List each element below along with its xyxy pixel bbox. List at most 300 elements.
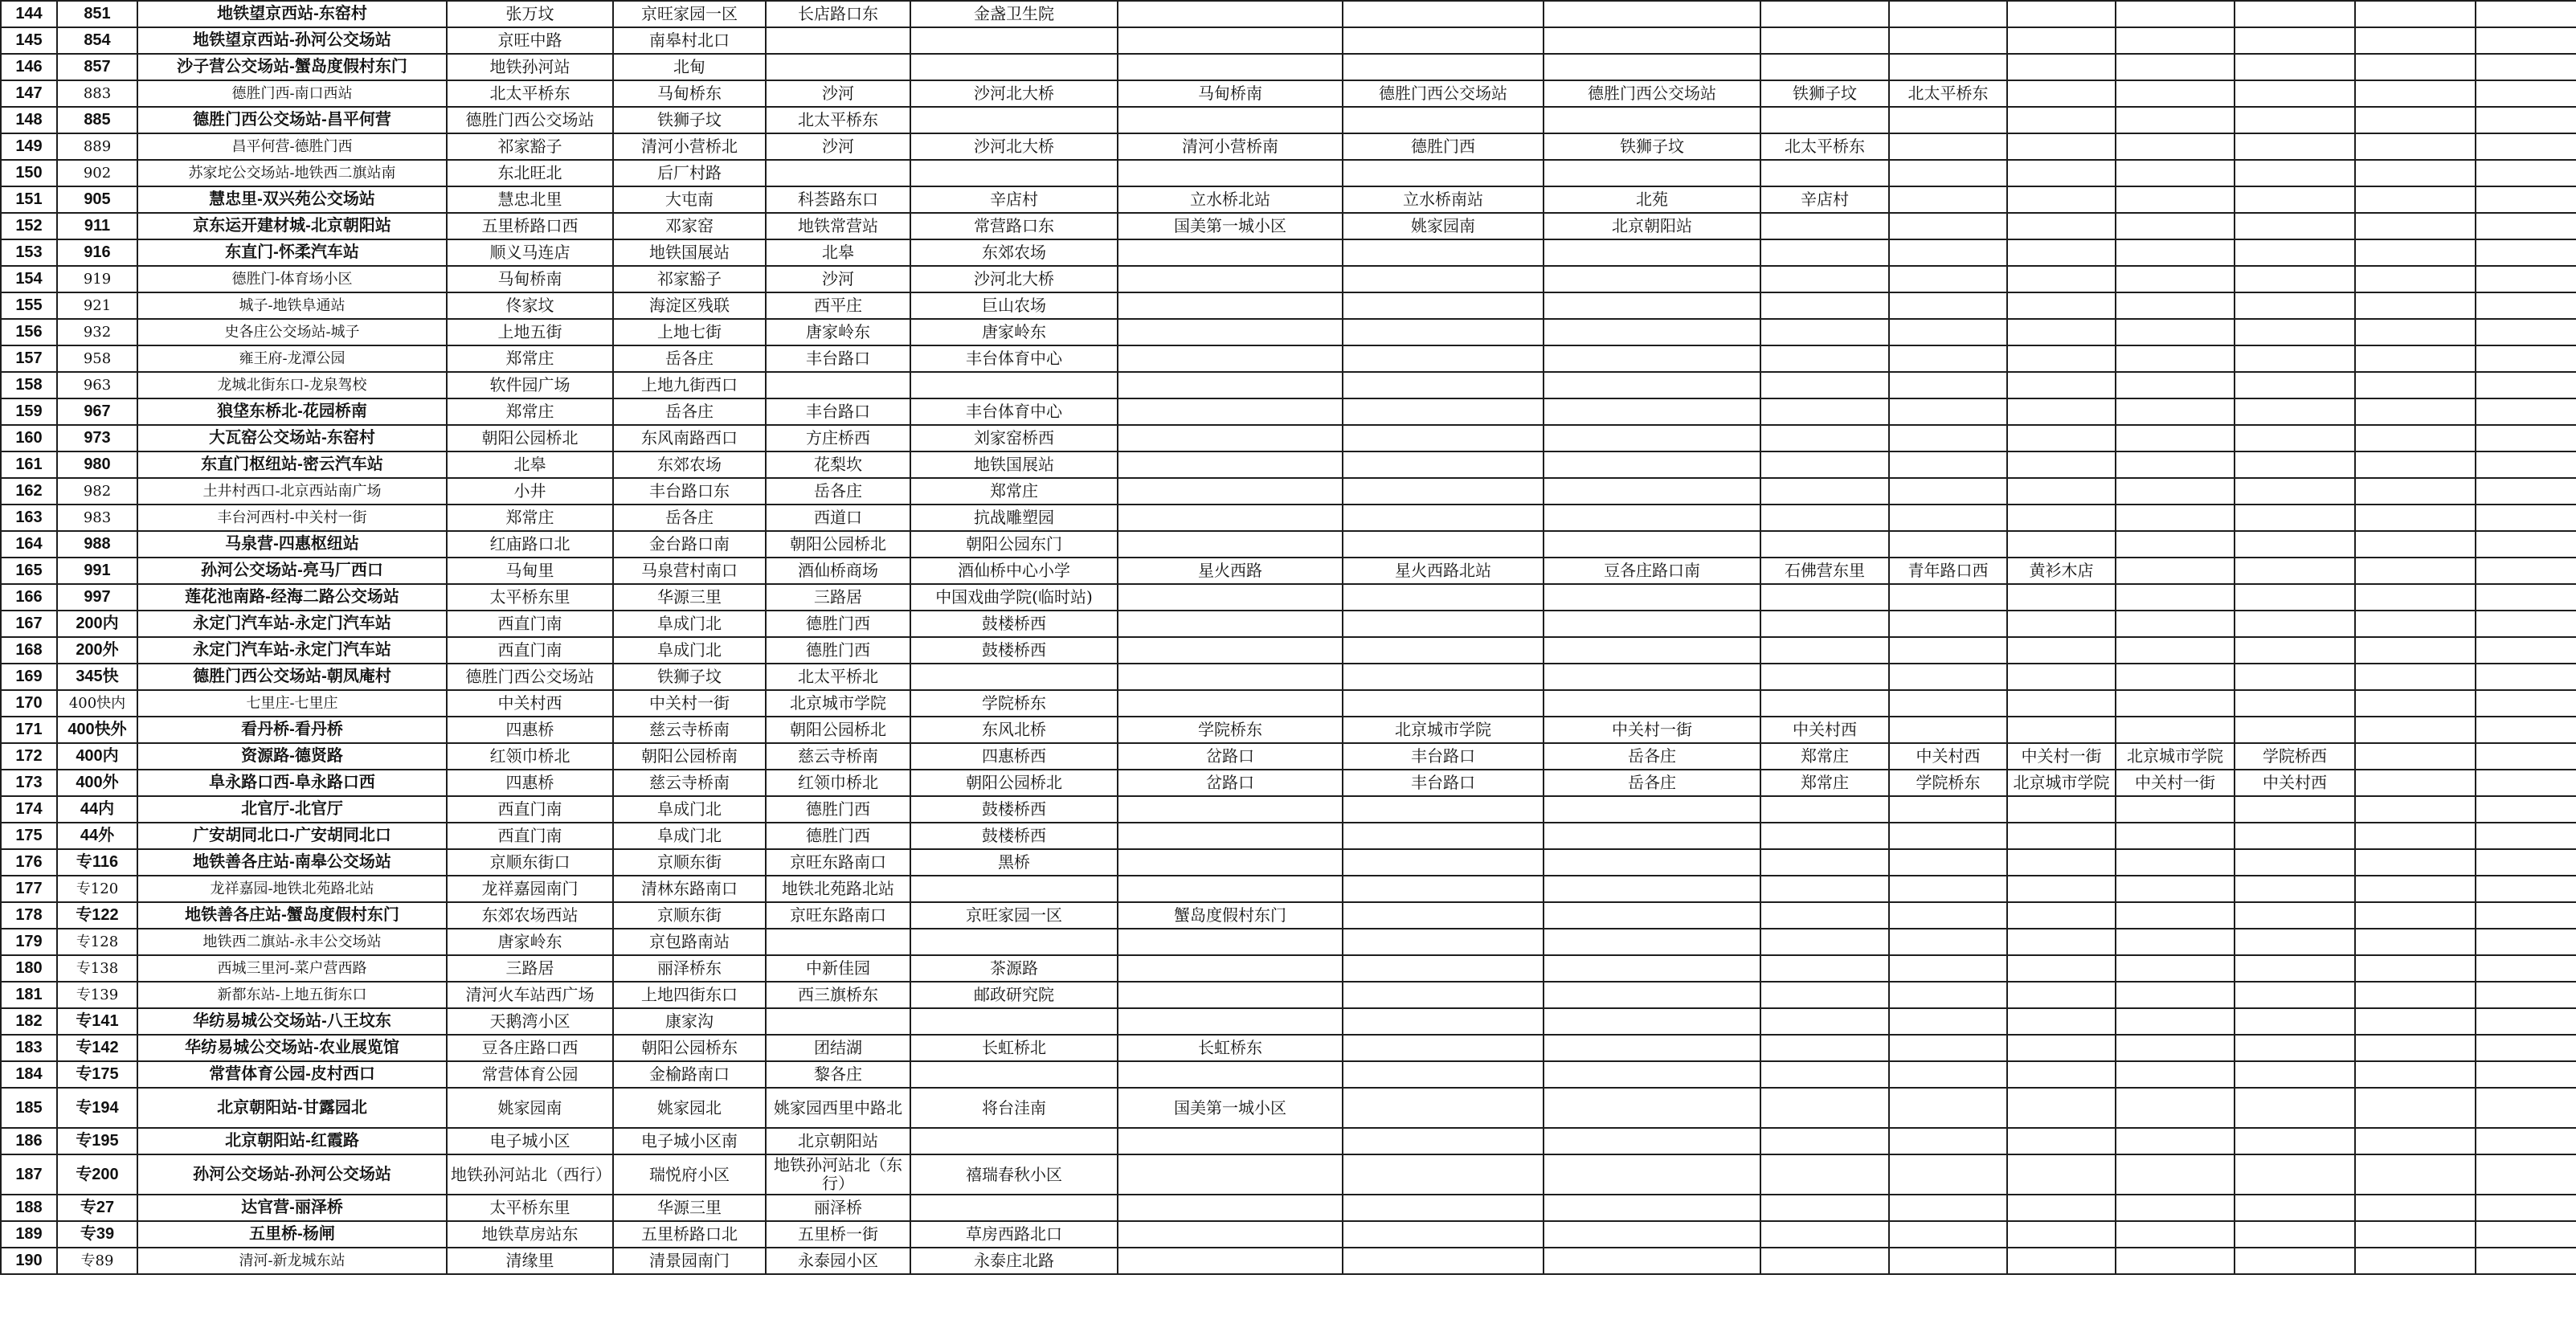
stop-cell: 酒仙桥中心小学: [910, 558, 1118, 584]
stop-cell: 顺义马连店: [447, 239, 613, 266]
stop-cell: [2116, 160, 2235, 186]
table-row: [1, 107, 2576, 133]
stop-cell: [2355, 717, 2476, 743]
stop-cell: [2476, 213, 2576, 239]
stop-cell: [1343, 345, 1544, 372]
stop-cell: [1343, 425, 1544, 451]
row-number-cell: 177: [1, 876, 57, 902]
route-name-cell: 雍王府-龙潭公园: [137, 345, 447, 372]
route-name-cell: 孙河公交场站-亮马厂西口: [137, 558, 447, 584]
stop-cell: [2476, 292, 2576, 319]
stop-cell: [1889, 292, 2007, 319]
stop-cell: [1760, 1195, 1889, 1221]
stop-cell: [1760, 107, 1889, 133]
stop-cell: [2007, 186, 2116, 213]
stop-cell: 东北旺北: [447, 160, 613, 186]
stop-cell: [1343, 1061, 1544, 1088]
stop-cell: 德胜门西: [766, 611, 910, 637]
stop-cell: [2476, 637, 2576, 664]
table-row: [1, 902, 2576, 929]
stop-cell: 德胜门西公交场站: [1544, 80, 1760, 107]
stop-cell: 西道口: [766, 505, 910, 531]
stop-cell: 鼓楼桥西: [910, 823, 1118, 849]
row-number-cell: 161: [1, 451, 57, 478]
stop-cell: [2235, 345, 2355, 372]
route-number-cell: 400内: [57, 743, 137, 770]
stop-cell: [766, 54, 910, 80]
stop-cell: 朝阳公园桥北: [766, 531, 910, 558]
stop-cell: [2235, 690, 2355, 717]
stop-cell: [1760, 425, 1889, 451]
stop-cell: [2476, 1128, 2576, 1154]
stop-cell: 地铁常营站: [766, 213, 910, 239]
stop-cell: [2235, 398, 2355, 425]
route-name-cell: 德胜门西公交场站-昌平何营: [137, 107, 447, 133]
route-name-cell: 东直门枢纽站-密云汽车站: [137, 451, 447, 478]
stop-cell: [2116, 372, 2235, 398]
stop-cell: 朝阳公园桥北: [766, 717, 910, 743]
stop-cell: [2235, 1248, 2355, 1274]
stop-cell: [1544, 451, 1760, 478]
route-name-cell: 北官厅-北官厅: [137, 796, 447, 823]
stop-cell: [1118, 319, 1343, 345]
stop-cell: [1889, 531, 2007, 558]
stop-cell: [1889, 955, 2007, 982]
stop-cell: 邮政研究院: [910, 982, 1118, 1008]
route-name-cell: 达官营-丽泽桥: [137, 1195, 447, 1221]
stop-cell: 京顺东街: [613, 849, 766, 876]
route-name-cell: 大瓦窑公交场站-东窑村: [137, 425, 447, 451]
route-number-cell: 885: [57, 107, 137, 133]
stop-cell: [1118, 929, 1343, 955]
stop-cell: [2116, 451, 2235, 478]
stop-cell: 北京朝阳站: [1544, 213, 1760, 239]
stop-cell: [2007, 1088, 2116, 1128]
stop-cell: 东郊农场: [613, 451, 766, 478]
stop-cell: [2007, 27, 2116, 54]
table-row: [1, 239, 2576, 266]
stop-cell: [910, 160, 1118, 186]
stop-cell: [2476, 717, 2576, 743]
stop-cell: 朝阳公园桥北: [447, 425, 613, 451]
stop-cell: 西平庄: [766, 292, 910, 319]
route-name-cell: 永定门汽车站-永定门汽车站: [137, 637, 447, 664]
stop-cell: [2116, 54, 2235, 80]
stop-cell: [2007, 133, 2116, 160]
stop-cell: [2116, 425, 2235, 451]
stop-cell: [1343, 982, 1544, 1008]
route-number-cell: 911: [57, 213, 137, 239]
stop-cell: [2355, 849, 2476, 876]
stop-cell: 岔路口: [1118, 770, 1343, 796]
stop-cell: 青年路口西: [1889, 558, 2007, 584]
stop-cell: [1889, 133, 2007, 160]
stop-cell: 北太平桥北: [766, 664, 910, 690]
stop-cell: [2007, 611, 2116, 637]
route-name-cell: 德胜门-体育场小区: [137, 266, 447, 292]
route-number-cell: 851: [57, 1, 137, 27]
stop-cell: [1544, 345, 1760, 372]
stop-cell: 沙河北大桥: [910, 266, 1118, 292]
stop-cell: 德胜门西公交场站: [447, 107, 613, 133]
stop-cell: [1889, 505, 2007, 531]
stop-cell: 永泰庄北路: [910, 1248, 1118, 1274]
stop-cell: [1760, 1221, 1889, 1248]
stop-cell: [1343, 1035, 1544, 1061]
stop-cell: 四惠桥: [447, 770, 613, 796]
stop-cell: [1118, 796, 1343, 823]
stop-cell: [2235, 133, 2355, 160]
stop-cell: 天鹅湾小区: [447, 1008, 613, 1035]
row-number-cell: 166: [1, 584, 57, 611]
stop-cell: 国美第一城小区: [1118, 1088, 1343, 1128]
stop-cell: [1343, 664, 1544, 690]
stop-cell: [2235, 1061, 2355, 1088]
stop-cell: [1889, 664, 2007, 690]
route-name-cell: 北京朝阳站-甘露园北: [137, 1088, 447, 1128]
stop-cell: 沙河: [766, 266, 910, 292]
row-number-cell: 159: [1, 398, 57, 425]
stop-cell: [1889, 54, 2007, 80]
table-row: [1, 770, 2576, 796]
row-number-cell: 173: [1, 770, 57, 796]
stop-cell: [766, 929, 910, 955]
stop-cell: 马甸里: [447, 558, 613, 584]
route-number-cell: 905: [57, 186, 137, 213]
stop-cell: 德胜门西公交场站: [1343, 80, 1544, 107]
stop-cell: [2355, 1088, 2476, 1128]
stop-cell: 海淀区残联: [613, 292, 766, 319]
stop-cell: 唐家岭东: [910, 319, 1118, 345]
stop-cell: [2235, 505, 2355, 531]
stop-cell: [1343, 107, 1544, 133]
row-number-cell: 170: [1, 690, 57, 717]
stop-cell: 沙河: [766, 133, 910, 160]
stop-cell: 岳各庄: [1544, 743, 1760, 770]
stop-cell: 慈云寺桥南: [613, 770, 766, 796]
table-row: [1, 531, 2576, 558]
route-number-cell: 973: [57, 425, 137, 451]
stop-cell: [1889, 107, 2007, 133]
table-row: [1, 425, 2576, 451]
stop-cell: [2116, 531, 2235, 558]
stop-cell: [1760, 584, 1889, 611]
stop-cell: [2116, 186, 2235, 213]
stop-cell: 酒仙桥商场: [766, 558, 910, 584]
stop-cell: [910, 27, 1118, 54]
stop-cell: [2476, 955, 2576, 982]
stop-cell: 郑常庄: [447, 345, 613, 372]
stop-cell: [1118, 425, 1343, 451]
row-number-cell: 150: [1, 160, 57, 186]
table-row: [1, 292, 2576, 319]
stop-cell: 地铁国展站: [613, 239, 766, 266]
stop-cell: 三路居: [766, 584, 910, 611]
route-number-cell: 902: [57, 160, 137, 186]
stop-cell: [2235, 902, 2355, 929]
stop-cell: 京顺东街口: [447, 849, 613, 876]
stop-cell: 北太平桥东: [1889, 80, 2007, 107]
stop-cell: [1118, 690, 1343, 717]
stop-cell: [1889, 1035, 2007, 1061]
stop-cell: [2355, 743, 2476, 770]
stop-cell: 唐家岭东: [447, 929, 613, 955]
stop-cell: 立水桥南站: [1343, 186, 1544, 213]
stop-cell: 祁家豁子: [447, 133, 613, 160]
stop-cell: [1544, 584, 1760, 611]
stop-cell: [1760, 1128, 1889, 1154]
stop-cell: 京旺东路南口: [766, 902, 910, 929]
stop-cell: 五里桥一街: [766, 1221, 910, 1248]
stop-cell: [1544, 955, 1760, 982]
table-row: [1, 1195, 2576, 1221]
stop-cell: [2476, 876, 2576, 902]
stop-cell: [2235, 319, 2355, 345]
stop-cell: 地铁孙河站北（西行）: [447, 1154, 613, 1195]
stop-cell: [2476, 558, 2576, 584]
stop-cell: 郑常庄: [1760, 743, 1889, 770]
stop-cell: 黎各庄: [766, 1061, 910, 1088]
stop-cell: [2007, 823, 2116, 849]
row-number-cell: 144: [1, 1, 57, 27]
stop-cell: [1343, 478, 1544, 505]
stop-cell: 北京城市学院: [2007, 770, 2116, 796]
stop-cell: 中关村一街: [1544, 717, 1760, 743]
route-name-cell: 五里桥-杨闸: [137, 1221, 447, 1248]
stop-cell: [1544, 611, 1760, 637]
route-number-cell: 专27: [57, 1195, 137, 1221]
table-row: [1, 266, 2576, 292]
stop-cell: [2476, 531, 2576, 558]
row-number-cell: 181: [1, 982, 57, 1008]
stop-cell: [2007, 213, 2116, 239]
route-name-cell: 昌平何营-德胜门西: [137, 133, 447, 160]
stop-cell: 慈云寺桥南: [613, 717, 766, 743]
stop-cell: 将台洼南: [910, 1088, 1118, 1128]
stop-cell: 丽泽桥: [766, 1195, 910, 1221]
route-number-cell: 991: [57, 558, 137, 584]
stop-cell: 学院桥东: [1118, 717, 1343, 743]
route-name-cell: 东直门-怀柔汽车站: [137, 239, 447, 266]
stop-cell: [1343, 690, 1544, 717]
stop-cell: [1760, 1088, 1889, 1128]
stop-cell: [2355, 531, 2476, 558]
stop-cell: [2116, 1221, 2235, 1248]
stop-cell: 慈云寺桥南: [766, 743, 910, 770]
stop-cell: [2116, 1154, 2235, 1195]
stop-cell: [766, 27, 910, 54]
route-number-cell: 专120: [57, 876, 137, 902]
stop-cell: [2007, 929, 2116, 955]
stop-cell: [2235, 1154, 2355, 1195]
route-number-cell: 200外: [57, 637, 137, 664]
stop-cell: [2235, 849, 2355, 876]
stop-cell: 金盏卫生院: [910, 1, 1118, 27]
stop-cell: [2476, 1061, 2576, 1088]
stop-cell: 邓家窑: [613, 213, 766, 239]
table-row: [1, 213, 2576, 239]
stop-cell: [2355, 1248, 2476, 1274]
table-row: [1, 717, 2576, 743]
stop-cell: [1343, 611, 1544, 637]
route-number-cell: 857: [57, 54, 137, 80]
stop-cell: [1118, 849, 1343, 876]
stop-cell: [1760, 160, 1889, 186]
stop-cell: [1118, 1154, 1343, 1195]
stop-cell: 华源三里: [613, 1195, 766, 1221]
route-number-cell: 专195: [57, 1128, 137, 1154]
stop-cell: [2476, 1248, 2576, 1274]
route-name-cell: 沙子营公交场站-蟹岛度假村东门: [137, 54, 447, 80]
stop-cell: 马甸桥东: [613, 80, 766, 107]
table-row: [1, 876, 2576, 902]
stop-cell: 铁狮子坟: [1760, 80, 1889, 107]
stop-cell: [1889, 1154, 2007, 1195]
stop-cell: [2116, 1128, 2235, 1154]
route-number-cell: 专175: [57, 1061, 137, 1088]
stop-cell: [2476, 239, 2576, 266]
stop-cell: [1343, 451, 1544, 478]
stop-cell: [2476, 186, 2576, 213]
row-number-cell: 165: [1, 558, 57, 584]
row-number-cell: 156: [1, 319, 57, 345]
route-number-cell: 400外: [57, 770, 137, 796]
row-number-cell: 168: [1, 637, 57, 664]
route-name-cell: 城子-地铁阜通站: [137, 292, 447, 319]
stop-cell: [1118, 1008, 1343, 1035]
stop-cell: 沙河北大桥: [910, 80, 1118, 107]
stop-cell: 德胜门西公交场站: [447, 664, 613, 690]
stop-cell: [2476, 160, 2576, 186]
stop-cell: [1760, 319, 1889, 345]
stop-cell: [2476, 902, 2576, 929]
stop-cell: [2116, 27, 2235, 54]
stop-cell: 北太平桥东: [447, 80, 613, 107]
stop-cell: [1760, 611, 1889, 637]
stop-cell: [1760, 54, 1889, 80]
route-number-cell: 988: [57, 531, 137, 558]
stop-cell: [1343, 637, 1544, 664]
row-number-cell: 169: [1, 664, 57, 690]
row-number-cell: 147: [1, 80, 57, 107]
table-row: [1, 982, 2576, 1008]
stop-cell: [2235, 478, 2355, 505]
stop-cell: [2235, 1128, 2355, 1154]
stop-cell: [2235, 796, 2355, 823]
table-row: [1, 54, 2576, 80]
route-number-cell: 854: [57, 27, 137, 54]
stop-cell: [2476, 1195, 2576, 1221]
stop-cell: [2116, 876, 2235, 902]
stop-cell: 德胜门西: [766, 637, 910, 664]
table-row: [1, 319, 2576, 345]
stop-cell: [2355, 292, 2476, 319]
route-name-cell: 德胜门西公交场站-朝凤庵村: [137, 664, 447, 690]
stop-cell: 祁家豁子: [613, 266, 766, 292]
stop-cell: [2007, 1154, 2116, 1195]
stop-cell: [2476, 1221, 2576, 1248]
stop-cell: [1760, 929, 1889, 955]
table-row: [1, 1154, 2576, 1195]
stop-cell: 上地七街: [613, 319, 766, 345]
stop-cell: [2116, 398, 2235, 425]
stop-cell: 上地五街: [447, 319, 613, 345]
stop-cell: [1544, 292, 1760, 319]
stop-cell: [1760, 982, 1889, 1008]
stop-cell: [2476, 1088, 2576, 1128]
stop-cell: [2235, 213, 2355, 239]
stop-cell: 西直门南: [447, 611, 613, 637]
stop-cell: 龙祥嘉园南门: [447, 876, 613, 902]
stop-cell: 清林东路南口: [613, 876, 766, 902]
stop-cell: [1889, 266, 2007, 292]
stop-cell: [1118, 1061, 1343, 1088]
stop-cell: 大屯南: [613, 186, 766, 213]
stop-cell: [1760, 213, 1889, 239]
stop-cell: [1343, 1154, 1544, 1195]
stop-cell: 地铁国展站: [910, 451, 1118, 478]
stop-cell: [2007, 398, 2116, 425]
stop-cell: [1889, 1195, 2007, 1221]
route-number-cell: 345快: [57, 664, 137, 690]
stop-cell: [2116, 982, 2235, 1008]
route-name-cell: 华纺易城公交场站-农业展览馆: [137, 1035, 447, 1061]
stop-cell: [1760, 505, 1889, 531]
stop-cell: [910, 54, 1118, 80]
row-number-cell: 184: [1, 1061, 57, 1088]
stop-cell: [1544, 107, 1760, 133]
stop-cell: [2007, 345, 2116, 372]
route-name-cell: 地铁善各庄站-蟹岛度假村东门: [137, 902, 447, 929]
stop-cell: [2116, 902, 2235, 929]
stop-cell: [1544, 54, 1760, 80]
stop-cell: 姚家园西里中路北: [766, 1088, 910, 1128]
route-number-cell: 专89: [57, 1248, 137, 1274]
stop-cell: [2476, 1154, 2576, 1195]
stop-cell: [1544, 1061, 1760, 1088]
table-row: [1, 451, 2576, 478]
stop-cell: [1118, 876, 1343, 902]
stop-cell: 姚家园南: [447, 1088, 613, 1128]
stop-cell: [2116, 1248, 2235, 1274]
stop-cell: [1544, 849, 1760, 876]
stop-cell: [1544, 425, 1760, 451]
stop-cell: 东风北桥: [910, 717, 1118, 743]
stop-cell: 北太平桥东: [766, 107, 910, 133]
stop-cell: 红领巾桥北: [766, 770, 910, 796]
stop-cell: [2235, 611, 2355, 637]
table-body: [1, 1, 2576, 1274]
stop-cell: 岳各庄: [766, 478, 910, 505]
stop-cell: [1118, 451, 1343, 478]
route-name-cell: 华纺易城公交场站-八王坟东: [137, 1008, 447, 1035]
stop-cell: 京包路南站: [613, 929, 766, 955]
stop-cell: [910, 929, 1118, 955]
stop-cell: 北皋: [447, 451, 613, 478]
stop-cell: [2476, 849, 2576, 876]
stop-cell: [2007, 1221, 2116, 1248]
table-row: [1, 823, 2576, 849]
stop-cell: [2007, 1008, 2116, 1035]
stop-cell: [2476, 1008, 2576, 1035]
stop-cell: [1343, 823, 1544, 849]
stop-cell: 四惠桥: [447, 717, 613, 743]
stop-cell: [2355, 1221, 2476, 1248]
stop-cell: [2116, 1, 2235, 27]
table-row: [1, 929, 2576, 955]
stop-cell: 北甸: [613, 54, 766, 80]
stop-cell: [2007, 160, 2116, 186]
